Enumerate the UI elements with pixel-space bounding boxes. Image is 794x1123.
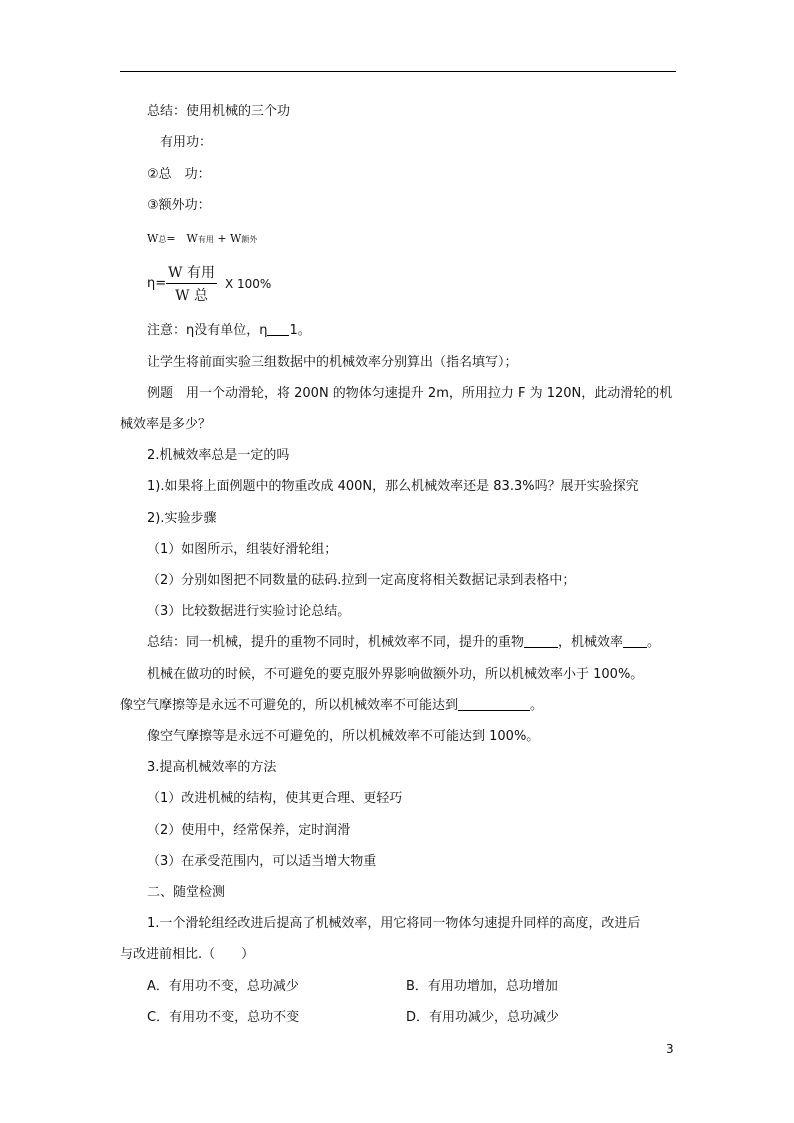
section-2-heading: 二、随堂检测 (147, 885, 226, 900)
example-line-1: 例题 用一个动滑轮，将 200N 的物体匀速提升 2m，所用拉力 F 为 120N，此动滑轮的机 (147, 386, 673, 401)
extra-paragraph-2-text: 像空气摩擦等是永远不可避免的，所以机械效率不可能达到 (120, 698, 459, 713)
summary-title: 总结：使用机械的三个功 (147, 104, 291, 119)
test-question-1-line-2: 与改进前相比.（ ） (120, 947, 255, 962)
extra-paragraph-2 (120, 697, 543, 715)
extra-work-label: ③额外功： (147, 198, 211, 213)
note-end: 1。 (289, 323, 311, 338)
conclusion-text-b: ，机械效率 (558, 635, 624, 650)
example-line-2: 械效率是多少？ (120, 417, 212, 432)
q3-title: 3.提高机械效率的方法 (147, 760, 277, 775)
note-text: 注意：η没有单位，η (147, 323, 268, 338)
extra-paragraph-1: 机械在做功的时候，不可避免的要克服外界影响做额外功，所以机械效率小于 100%。 (147, 667, 644, 682)
formula-sub-useful: 有用 (197, 235, 214, 244)
conclusion-text-c: 。 (647, 635, 661, 650)
step-1: （1）如图所示，组装好滑轮组； (147, 542, 338, 557)
step-3: （3）比较数据进行实验讨论总结。 (147, 604, 351, 619)
conclusion-line (147, 634, 660, 652)
method-3: （3）在承受范围内，可以适当增大物重 (147, 854, 377, 869)
test-question-1-line-1: 1.一个滑轮组经改进后提高了机械效率，用它将同一物体匀速提升同样的高度，改进后 (147, 916, 641, 931)
method-2: （2）使用中，经常保养，定时润滑 (147, 823, 351, 838)
extra-paragraph-2-end: 。 (530, 698, 544, 713)
times-100-percent: X 100% (224, 276, 272, 291)
extra-paragraph-2-blank (458, 698, 530, 711)
note-line (147, 322, 311, 340)
formula-w: W (147, 232, 159, 245)
conclusion-text-a: 总结：同一机械，提升的重物不同时，机械效率不同，提升的重物 (147, 635, 525, 650)
q2-title: 2.机械效率总是一定的吗 (147, 448, 290, 463)
q2-item-2: 2).实验步骤 (147, 511, 217, 526)
header-rule (120, 71, 676, 72)
option-a: A．有用功不变，总功减少 (147, 979, 299, 994)
conclusion-blank-2 (623, 635, 647, 648)
work-sum-formula (147, 230, 257, 249)
extra-paragraph-3: 像空气摩擦等是永远不可避免的，所以机械效率不可能达到 100%。 (147, 729, 540, 744)
option-c: C．有用功不变，总功不变 (147, 1010, 300, 1025)
option-b: B．有用功增加，总功增加 (406, 979, 558, 994)
total-work-label: ②总 功： (147, 167, 211, 182)
formula-sub-total: 总 (158, 235, 167, 244)
step-2: （2）分别如图把不同数量的砝码.拉到一定高度将相关数据记录到表格中； (147, 573, 576, 588)
useful-work-label: 有用功： (160, 135, 213, 150)
note-blank (267, 323, 289, 336)
eta-symbol: η= (147, 276, 167, 291)
formula-plus: + W (213, 232, 242, 245)
q2-item-1: 1).如果将上面例题中的物重改成 400N，那么机械效率还是 83.3%吗？展开实验探究 (147, 479, 639, 494)
efficiency-formula (147, 262, 271, 305)
efficiency-fraction (166, 262, 217, 305)
method-1: （1）改进机械的结构，使其更合理、更轻巧 (147, 791, 403, 806)
option-d: D．有用功减少，总功减少 (406, 1010, 560, 1025)
conclusion-blank-1 (524, 635, 558, 648)
formula-eq: = W (166, 232, 198, 245)
fraction-numerator: W 有用 (166, 262, 217, 284)
fraction-denominator: W 总 (175, 288, 208, 304)
formula-sub-extra: 额外 (241, 235, 258, 244)
page-number: 3 (666, 1042, 674, 1056)
students-task: 让学生将前面实验三组数据中的机械效率分别算出（指名填写）； (147, 355, 518, 370)
